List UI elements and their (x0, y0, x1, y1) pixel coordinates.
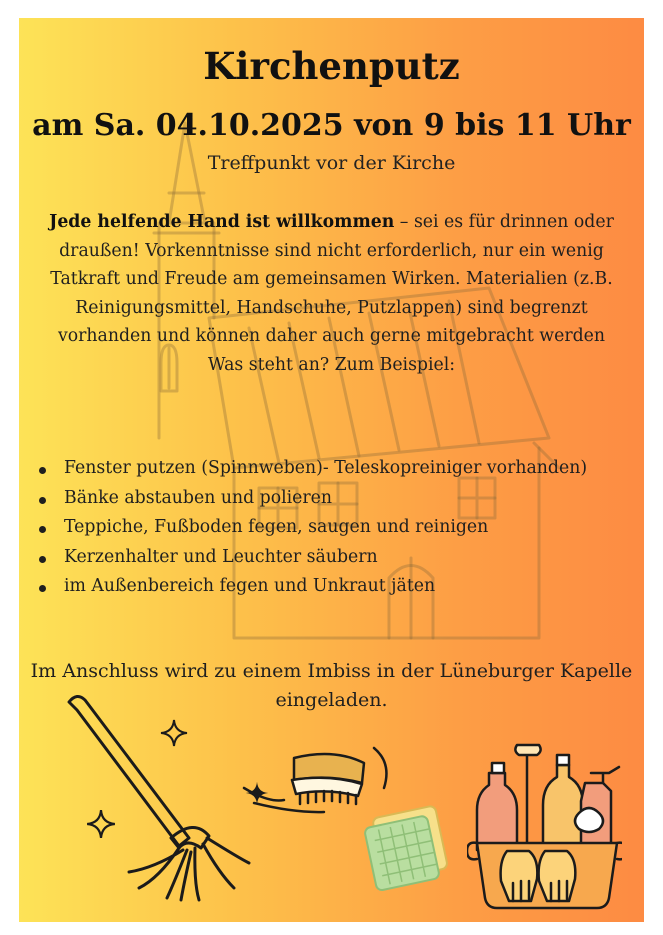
sponge-cloth-icon (357, 798, 457, 898)
list-item: im Außenbereich fegen und Unkraut jäten (37, 572, 627, 602)
meeting-point: Treffpunkt vor der Kirche (207, 152, 456, 174)
intro-paragraph (29, 208, 634, 379)
sparkle-icon (159, 718, 189, 748)
task-list (37, 454, 627, 602)
list-item: Fenster putzen (Spinnweben)- Teleskopreiniger vorhanden) (37, 454, 627, 484)
intro-text: – sei es für drinnen oder draußen! Vorkenntnisse sind nicht erforderlich, nur ein wenig Tatkraft und Freude am gemeinsamen Wirken. Materialien (z.B. Reinigungsmittel, Handschuhe, Putzlappen) sind begrenzt vorhanden und können daher auch gerne mitgebracht werden (50, 212, 614, 346)
list-item: Bänke abstauben und polieren (37, 484, 627, 514)
list-item: Teppiche, Fußboden fegen, saugen und reinigen (37, 513, 627, 543)
list-item: Kerzenhalter und Leuchter säubern (37, 543, 627, 573)
poster (19, 18, 644, 922)
page-title: Kirchenputz (203, 44, 460, 88)
sparkle-icon (85, 808, 117, 840)
intro-highlight: Jede helfende Hand ist willkommen (49, 212, 395, 232)
closing-note: Im Anschluss wird zu einem Imbiss in der Lüneburger Kapelle eingeladen. (30, 660, 633, 711)
cleaning-basket-icon (467, 743, 622, 913)
tasks-heading: Was steht an? Zum Beispiel: (207, 354, 456, 375)
date-line: am Sa. 04.10.2025 von 9 bis 11 Uhr (32, 108, 631, 143)
